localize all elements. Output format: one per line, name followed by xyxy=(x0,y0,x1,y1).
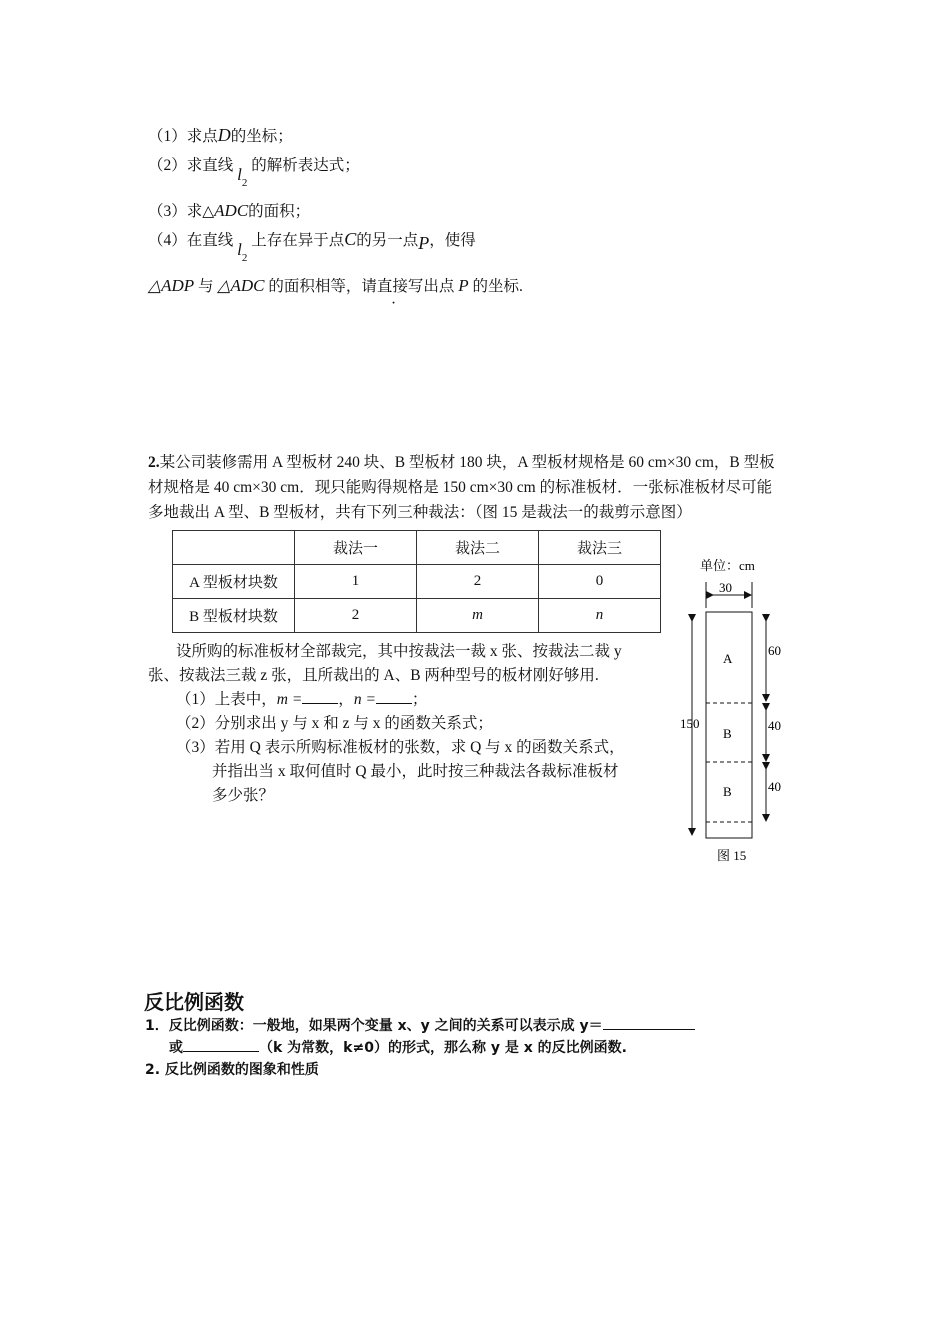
q2-line1-text: 某公司装修需用 A 型板材 240 块、B 型板材 180 块，A 型板材规格是 60 cm×30 cm，B 型板 xyxy=(159,454,775,471)
q2-desc-line1: 设所购的标准板材全部裁完，其中按裁法一裁 x 张、按裁法二裁 y xyxy=(176,643,622,660)
q1-part4-mid1: 上存在异于点 xyxy=(251,232,345,249)
q1-part1-prefix: （1）求点 xyxy=(148,128,218,145)
section-item2: 2. 反比例函数的图象和性质 xyxy=(145,1062,319,1078)
formula-blank-1[interactable] xyxy=(603,1015,695,1030)
q1-part2-prefix: （2）求直线 xyxy=(148,157,234,174)
dim-60-label: 60 xyxy=(768,643,781,658)
line-l-letter-2: l xyxy=(237,240,242,259)
table-row xyxy=(173,565,661,599)
table-header-cell: 裁法三 xyxy=(539,531,661,565)
triangle-adc-2: △ADC xyxy=(217,276,265,295)
segment-a-label: A xyxy=(723,651,733,666)
q2-description xyxy=(148,640,625,808)
q2-sub1-sep: ， xyxy=(338,691,354,708)
q2-line3: 多地裁出 A 型、B 型板材，共有下列三种裁法：（图 15 是裁法一的裁剪示意图） xyxy=(148,504,692,521)
q2-line1 xyxy=(148,450,775,475)
line-subscript: 2 xyxy=(241,177,248,189)
width-label: 30 xyxy=(719,580,732,595)
q2-sub2: （2）分别求出 y 与 x 和 z 与 x 的函数关系式； xyxy=(176,715,493,732)
unit-label: 单位：cm xyxy=(700,558,755,573)
q1-part4b-with: 与 xyxy=(198,278,214,295)
line-l2-again xyxy=(237,240,248,264)
q1-part4-mid2: 的另一点 xyxy=(356,232,419,249)
segment-b1-label: B xyxy=(723,726,732,741)
q1-part3-prefix: （3）求△ xyxy=(148,203,215,220)
q1-part4b-text2: 写出点 xyxy=(407,278,455,295)
point-p: P xyxy=(418,233,430,253)
dim-40a-label: 40 xyxy=(768,718,781,733)
point-d: D xyxy=(217,125,231,145)
dim-40b-label: 40 xyxy=(768,779,781,794)
formula-blank-2[interactable] xyxy=(183,1037,259,1052)
item1-line1-text: 1．反比例函数：一般地，如果两个变量 x、y 之间的关系可以表示成 y＝ xyxy=(145,1018,603,1034)
q2-sub3-line3: 多少张？ xyxy=(212,787,275,804)
table-header-cell: 裁法二 xyxy=(417,531,539,565)
q2-line2: 材规格是 40 cm×30 cm．现只能购得规格是 150 cm×30 cm 的标准板材．一张标准板材尽可能 xyxy=(148,479,773,496)
q1-part1-suffix: 的坐标； xyxy=(230,128,293,145)
table-cell: 1 xyxy=(295,565,417,599)
q1-part2-suffix: 的解析表达式； xyxy=(251,157,360,174)
q2-paragraph xyxy=(148,450,775,525)
segment-b2-label: B xyxy=(723,784,732,799)
q2-sub1-prefix: （1）上表中， xyxy=(176,691,277,708)
cutting-table xyxy=(172,530,661,633)
table-row xyxy=(173,599,661,633)
line-l-letter: l xyxy=(237,165,242,184)
table-cell: B 型板材块数 xyxy=(173,599,295,633)
table-cell-n: n xyxy=(539,599,661,633)
figure-caption: 图 15 xyxy=(717,848,747,863)
q2-sub3-line2: 并指出当 x 取何值时 Q 最小，此时按三种裁法各裁标准板材 xyxy=(212,763,619,780)
standard-board xyxy=(706,612,752,838)
figure-15 xyxy=(670,550,790,870)
q1-part4b-suffix: 的坐标. xyxy=(472,278,523,295)
q2-sub1-end: ； xyxy=(411,691,428,708)
q2-sub3-line1: （3）若用 Q 表示所购标准板材的张数，求 Q 与 x 的函数关系式， xyxy=(176,739,625,756)
q2-number: 2. xyxy=(148,454,160,471)
section-item1 xyxy=(145,1015,695,1081)
table-cell: 2 xyxy=(417,565,539,599)
table-cell: A 型板材块数 xyxy=(173,565,295,599)
section-title: 反比例函数 xyxy=(144,990,244,1014)
q1-part4b-text1: 的面积相等，请 xyxy=(268,278,377,295)
n-blank[interactable] xyxy=(376,689,412,704)
m-equals: m = xyxy=(276,691,303,708)
q1-part4-prefix: （4）在直线 xyxy=(148,232,234,249)
point-p-2: P xyxy=(458,276,469,295)
table-cell-m: m xyxy=(417,599,539,633)
line-l2 xyxy=(237,165,248,189)
table-header-cell xyxy=(173,531,295,565)
item1-line2 xyxy=(145,1037,695,1059)
table-header-row xyxy=(173,531,661,565)
q1-part4-suffix: ，使得 xyxy=(429,232,476,249)
item1-line2-text: （k 为常数，k≠0）的形式，那么称 y 是 x 的反比例函数. xyxy=(259,1040,627,1056)
q1-part3 xyxy=(148,200,310,223)
n-equals: n = xyxy=(353,691,376,708)
m-blank[interactable] xyxy=(302,689,338,704)
q2-sub1 xyxy=(148,688,625,712)
item1-line1 xyxy=(145,1015,695,1037)
emphasis-directly: 直接 xyxy=(376,278,408,295)
triangle-adc: ADC xyxy=(214,201,249,220)
item1-or: 或 xyxy=(169,1040,183,1056)
q2-desc-line2: 张、按裁法三裁 z 张，且所裁出的 A、B 两种型号的板材刚好够用. xyxy=(148,667,599,684)
q1-part3-suffix: 的面积； xyxy=(248,203,311,220)
q1-part1 xyxy=(148,124,293,148)
line-subscript-2: 2 xyxy=(241,252,248,264)
table-cell: 2 xyxy=(295,599,417,633)
table-cell: 0 xyxy=(539,565,661,599)
q1-part4 xyxy=(148,228,476,264)
point-c: C xyxy=(344,229,357,249)
total-height-label: 150 xyxy=(680,716,700,731)
triangle-adp: △ADP xyxy=(148,276,195,295)
q1-part4b xyxy=(148,275,523,298)
q1-part2 xyxy=(148,154,360,189)
table-header-cell: 裁法一 xyxy=(295,531,417,565)
